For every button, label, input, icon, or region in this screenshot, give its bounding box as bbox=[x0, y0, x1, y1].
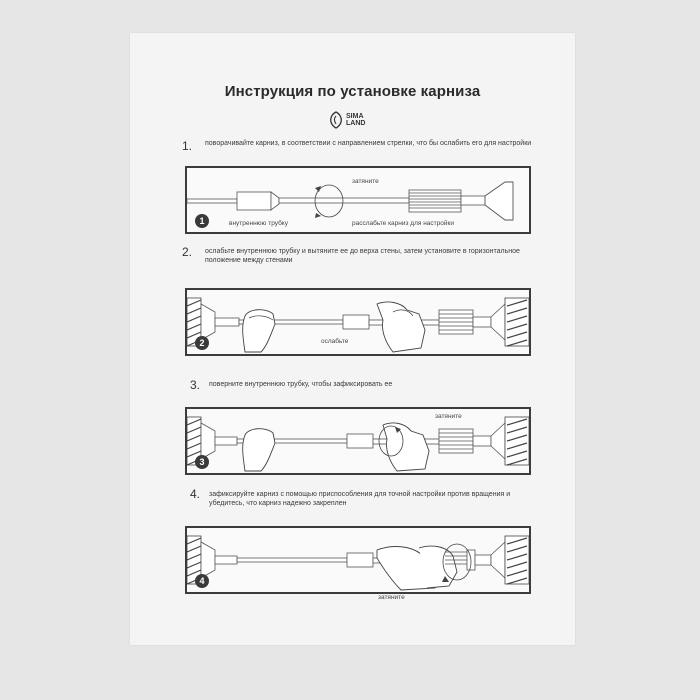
logo-line-2: LAND bbox=[346, 120, 366, 127]
step-4-number: 4. bbox=[190, 487, 201, 501]
step-3-badge: 3 bbox=[195, 455, 209, 469]
step-1-label-loosen-adjust: расслабьте карниз для настройки bbox=[352, 220, 454, 227]
step-4-badge: 4 bbox=[195, 574, 209, 588]
logo-wordmark bbox=[346, 113, 365, 127]
step-4-illustration bbox=[187, 528, 529, 592]
document-title: Инструкция по установке карниза bbox=[224, 83, 481, 100]
step-3-label-tighten: затяните bbox=[435, 413, 462, 420]
step-3-panel bbox=[185, 407, 531, 475]
step-1-number: 1. bbox=[182, 139, 193, 153]
step-1-label-inner-tube: внутреннюю трубку bbox=[229, 220, 288, 227]
step-2-label-loosen: ослабьте bbox=[321, 338, 349, 345]
step-2-badge: 2 bbox=[195, 336, 209, 350]
step-4-text: зафиксируйте карниз с помощью приспособления для точной настройки против вращения и убедитесь, что карниз надежно закреплен bbox=[209, 491, 511, 507]
step-3-illustration bbox=[187, 409, 529, 473]
step-4-label-tighten: затяните bbox=[378, 594, 405, 601]
step-2-illustration bbox=[187, 290, 529, 354]
step-4-panel bbox=[185, 526, 531, 594]
step-2-panel bbox=[185, 288, 531, 356]
logo-line-1: SIMA bbox=[346, 113, 364, 120]
step-1-label-tighten: затяните bbox=[352, 178, 379, 185]
sima-land-logo-icon bbox=[328, 111, 344, 129]
step-1-badge: 1 bbox=[195, 214, 209, 228]
step-3-number: 3. bbox=[190, 378, 201, 392]
step-1-panel bbox=[185, 166, 531, 234]
step-2-number: 2. bbox=[182, 245, 193, 259]
step-2-text: ослабьте внутреннюю трубку и вытяните ее до верха стены, затем установите в горизонтальное положение между стенами bbox=[205, 248, 520, 264]
instruction-sheet bbox=[130, 33, 575, 645]
step-1-text: поворачивайте карниз, в соответствии с направлением стрелки, что бы ослабить его для настройки bbox=[205, 140, 532, 147]
sima-land-logo bbox=[328, 109, 378, 131]
step-3-text: поверните внутреннюю трубку, чтобы зафиксировать ее bbox=[209, 381, 393, 388]
